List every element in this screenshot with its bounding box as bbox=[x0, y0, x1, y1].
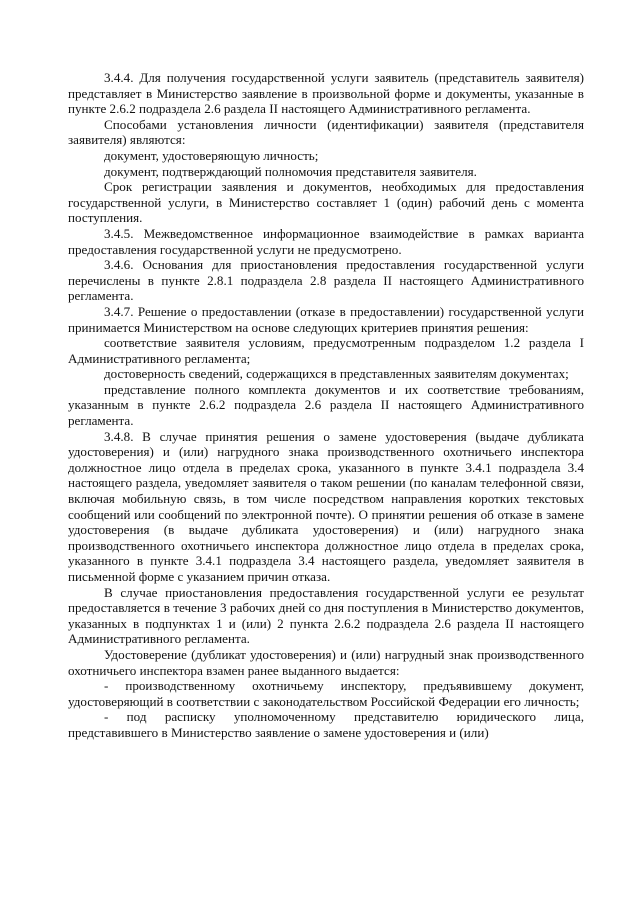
paragraph-3-4-4: 3.4.4. Для получения государственной услуги заявитель (представитель заявителя) представляет в Министерство заявление в произвольной форме и документы, указанные в пункте 2.6.2 подраздела 2.6 раздела II настоящего Административного регламента. bbox=[68, 70, 584, 117]
paragraph-3-4-7: 3.4.7. Решение о предоставлении (отказе в предоставлении) государственной услуги принимается Министерством на основе следующих критериев принятия решения: bbox=[68, 303, 584, 335]
paragraph-3-4-5: 3.4.5. Межведомственное информационное взаимодействие в рамках варианта предоставления государственной услуги не предусмотрено. bbox=[68, 225, 584, 257]
paragraph-3-4-8: 3.4.8. В случае принятия решения о замене удостоверения (выдаче дубликата удостоверения) и (или) нагрудного знака производственного охотничьего инспектора должностное лицо отдела в пределах срока, указанного в пункте 3.4.1 подраздела 3.4 настоящего раздела, уведомляет заявителя о таком решении (по каналам телефонной связи, включая мобильную связь, в том числе посредством направления коротких текстовых сообщений или сообщений по электронной почте). О принятии решения об отказе в замене удостоверения (в выдаче дубликата удостоверения) и (или) нагрудного знака производственного охотничьего инспектора должностное лицо отдела в пределах срока, указанного в пункте 3.4.1 подраздела 3.4 настоящего раздела, уведомляет заявителя в письменной форме с указанием причин отказа. bbox=[68, 428, 584, 584]
paragraph-certificate-issuance: Удостоверение (дубликат удостоверения) и (или) нагрудный знак производственного охотничьего инспектора взамен ранее выданного выдается: bbox=[68, 646, 584, 678]
paragraph-issue-to-inspector: - производственному охотничьему инспектору, предъявившему документ, удостоверяющий в соответствии с законодательством Российской Федерации его личность; bbox=[68, 678, 584, 709]
paragraph-3-4-6: 3.4.6. Основания для приостановления предоставления государственной услуги перечислены в пункте 2.8.1 подраздела 2.8 раздела II настоящего Административного регламента. bbox=[68, 257, 584, 304]
document-page bbox=[68, 70, 584, 741]
paragraph-identification-methods: Способами установления личности (идентификации) заявителя (представителя заявителя) являются: bbox=[68, 116, 584, 148]
paragraph-registration-term: Срок регистрации заявления и документов, необходимых для предоставления государственной услуги, в Министерство составляет 1 (один) рабочий день с момента поступления. bbox=[68, 179, 584, 226]
paragraph-identity-document: документ, удостоверяющую личность; bbox=[104, 147, 319, 163]
paragraph-authority-document: документ, подтверждающий полномочия представителя заявителя. bbox=[104, 163, 477, 179]
paragraph-criterion-reliability: достоверность сведений, содержащихся в представленных заявителям документах; bbox=[104, 366, 569, 382]
paragraph-criterion-completeness: представление полного комплекта документов и их соответствие требованиям, указанным в пункте 2.6.2 подраздела 2.6 раздела II настоящего Административного регламента. bbox=[68, 381, 584, 429]
paragraph-suspension-result: В случае приостановления предоставления государственной услуги ее результат предоставляется в течение 3 рабочих дней со дня поступления в Министерство документов, указанных в подпунктах 1 и (или) 2 пункта 2.6.2 подраздела 2.6 раздела II настоящего Административного регламента. bbox=[68, 584, 584, 647]
paragraph-issue-to-representative: - под расписку уполномоченному представителю юридического лица, представившего в Министерство заявление о замене удостоверения и (или) bbox=[68, 709, 584, 740]
paragraph-criterion-conditions: соответствие заявителя условиям, предусмотренным подразделом 1.2 раздела I Административного регламента; bbox=[68, 335, 584, 366]
